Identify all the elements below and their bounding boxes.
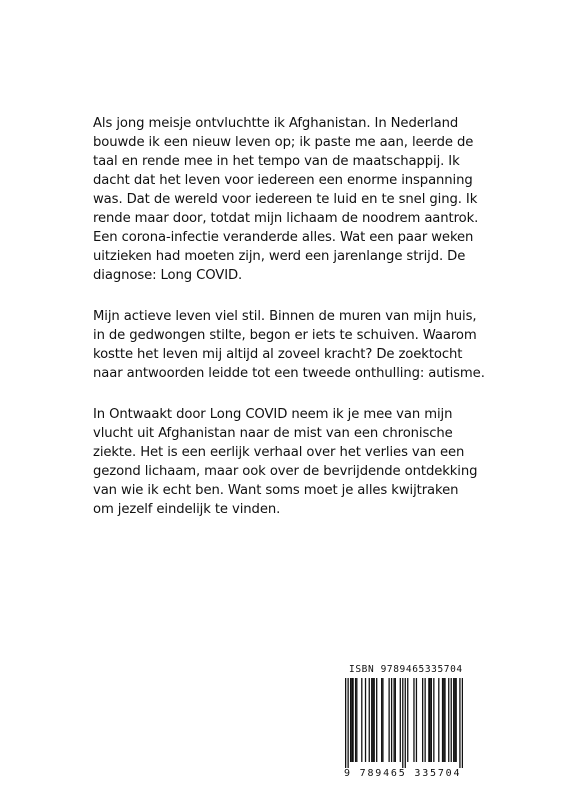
blurb-paragraph-1: [93, 114, 493, 285]
text-line: van wie ik echt ben. Want soms moet je alles kwijtraken: [93, 483, 459, 498]
barcode-bar: [391, 678, 392, 762]
blurb-paragraph-3: [93, 405, 493, 519]
text-line: In Ontwaakt door Long COVID neem ik je mee van mijn: [93, 407, 453, 422]
barcode-bar: [459, 678, 460, 768]
text-line: diagnose: Long COVID.: [93, 268, 243, 283]
barcode-bar: [405, 678, 406, 768]
barcode-bar: [350, 678, 351, 762]
barcode-bar: [416, 678, 417, 762]
barcode-bar: [402, 678, 403, 768]
barcode-bar: [345, 678, 346, 768]
barcode-bar: [352, 678, 353, 762]
text-line: Als jong meisje ontvluchtte ik Afghanistan. In Nederland: [93, 116, 459, 131]
barcode-bar: [433, 678, 434, 762]
barcode-bar: [400, 678, 401, 762]
barcode-bar: [388, 678, 389, 762]
barcode-bar: [371, 678, 372, 762]
text-line: taal en rende mee in het tempo van de maatschappij. Ik: [93, 154, 460, 169]
barcode-bar: [374, 678, 375, 762]
barcode-bar: [347, 678, 348, 768]
barcode-bar: [442, 678, 443, 762]
text-line: bouwde ik een nieuw leven op; ik paste me aan, leerde de: [93, 135, 474, 150]
barcode-bars: [345, 678, 463, 768]
text-line: naar antwoorden leidde tot een tweede onthulling: autisme.: [93, 366, 485, 381]
barcode-bar: [372, 678, 373, 762]
barcode-bar: [382, 678, 383, 762]
isbn-label: ISBN 9789465335704: [349, 664, 463, 675]
text-line: in de gedwongen stilte, begon er iets te schuiven. Waarom: [93, 328, 477, 343]
text-line: ziekte. Het is een eerlijk verhaal over het verlies van een: [93, 445, 465, 460]
text-line: Een corona-infectie veranderde alles. Wat een paar weken: [93, 230, 474, 245]
barcode-bar: [351, 678, 352, 762]
text-line: rende maar door, totdat mijn lichaam de noodrem aantrok.: [93, 211, 479, 226]
text-line: uitzieken had moeten zijn, werd een jarenlange strijd. De: [93, 249, 466, 264]
barcode-bar: [424, 678, 425, 762]
barcode-bar: [448, 678, 449, 762]
barcode-bar: [407, 678, 408, 762]
barcode-bar: [355, 678, 356, 762]
barcode-bar: [356, 678, 357, 762]
barcode-bar: [376, 678, 377, 762]
blurb-text: [93, 114, 493, 541]
isbn-barcode: [333, 660, 473, 784]
barcode-bar: [422, 678, 423, 762]
barcode-bar: [429, 678, 430, 762]
barcode-bar: [451, 678, 452, 762]
text-line: vlucht uit Afghanistan naar de mist van een chronische: [93, 426, 453, 441]
text-line: dacht dat het leven voor iedereen een enorme inspanning: [93, 173, 473, 188]
barcode-bar: [361, 678, 362, 762]
text-line: gezond lichaam, maar ook over de bevrijdende ontdekking: [93, 464, 478, 479]
text-line: kostte het leven mij altijd al zoveel kracht? De zoektocht: [93, 347, 463, 362]
barcode-bar: [456, 678, 457, 762]
barcode-bar: [438, 678, 439, 762]
barcode-bar: [431, 678, 432, 762]
barcode-bar: [413, 678, 414, 762]
barcode-bar: [454, 678, 455, 762]
barcode-bar: [393, 678, 394, 762]
barcode-bar: [365, 678, 366, 762]
barcode-bar: [381, 678, 382, 762]
text-line: was. Dat de wereld voor iedereen te luid en te snel ging. Ik: [93, 192, 478, 207]
barcode-bar: [428, 678, 429, 762]
barcode-bar: [395, 678, 396, 762]
barcode-bar: [369, 678, 370, 762]
barcode-bar: [444, 678, 445, 762]
barcode-bar: [453, 678, 454, 762]
text-line: Mijn actieve leven viel stil. Binnen de muren van mijn huis,: [93, 309, 477, 324]
text-line: om jezelf eindelijk te vinden.: [93, 502, 281, 517]
barcode-bar: [462, 678, 463, 768]
isbn-digits: 9 789465 335704: [344, 768, 462, 779]
blurb-paragraph-2: [93, 307, 493, 383]
barcode-bar: [443, 678, 444, 762]
